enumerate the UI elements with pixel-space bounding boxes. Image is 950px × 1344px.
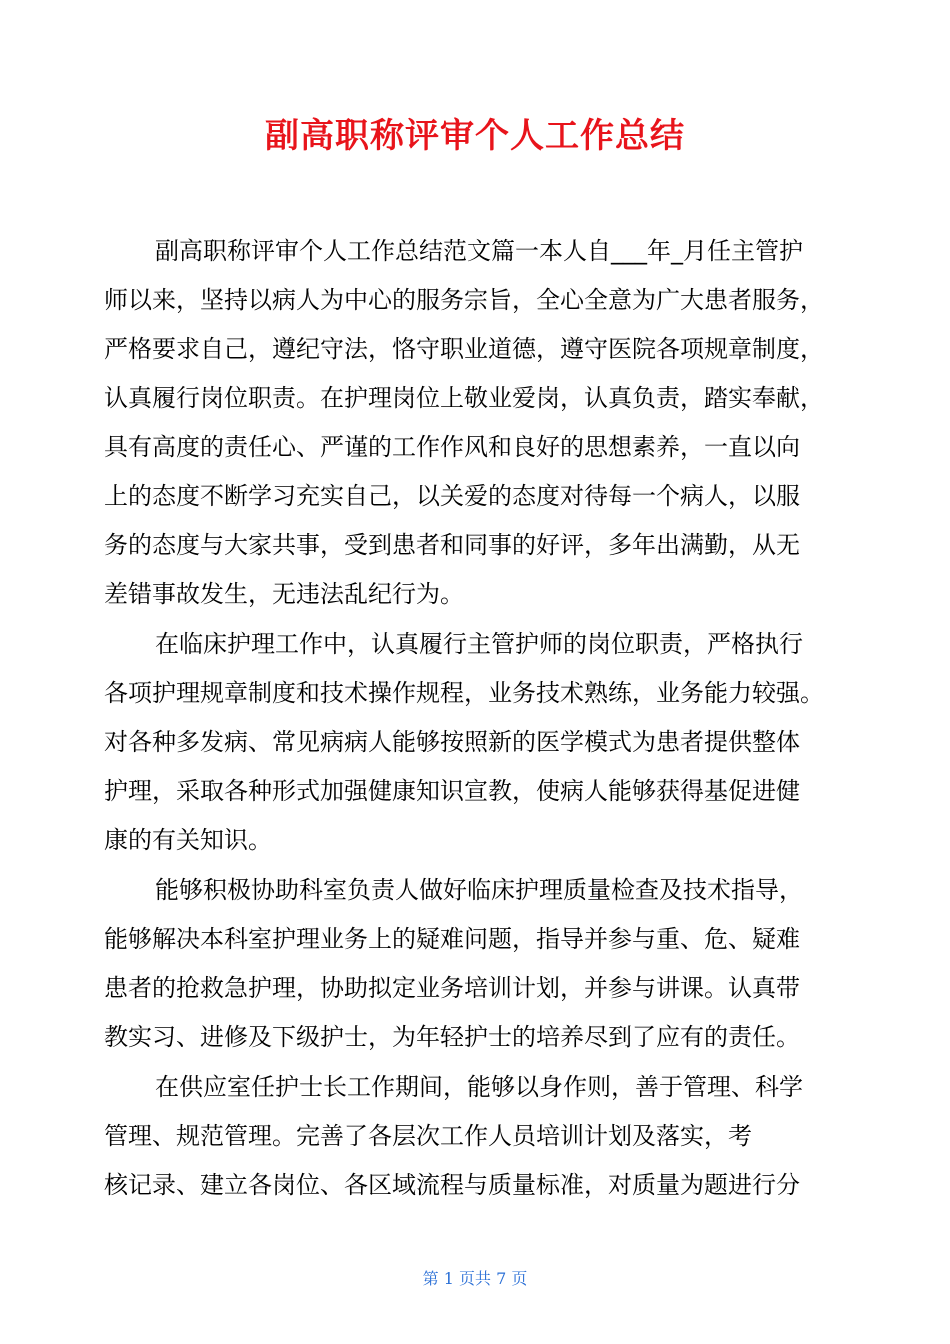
paragraph-line: 在供应室任护士长工作期间，能够以身作则，善于管理、科学 xyxy=(155,1073,803,1101)
paragraph-line: 师以来，坚持以病人为中心的服务宗旨，全心全意为广大患者服务， xyxy=(104,286,824,314)
paragraph-line: 副高职称评审个人工作总结范文篇一本人自___年_月任主管护 xyxy=(155,237,803,265)
paragraph-line: 康的有关知识。 xyxy=(104,826,272,854)
paragraph-line: 差错事故发生，无违法乱纪行为。 xyxy=(104,580,464,608)
paragraph-line: 患者的抢救急护理，协助拟定业务培训计划，并参与讲课。认真带 xyxy=(104,974,800,1002)
paragraph-line: 管理、规范管理。完善了各层次工作人员培训计划及落实，考 xyxy=(104,1122,752,1150)
paragraph-line: 教实习、进修及下级护士，为年轻护士的培养尽到了应有的责任。 xyxy=(104,1023,800,1051)
paragraph-line: 能够解决本科室护理业务上的疑难问题，指导并参与重、危、疑难 xyxy=(104,925,800,953)
paragraph-line: 各项护理规章制度和技术操作规程，业务技术熟练，业务能力较强。 xyxy=(104,679,824,707)
paragraph-line: 务的态度与大家共事，受到患者和同事的好评，多年出满勤，从无 xyxy=(104,531,800,559)
paragraph-line: 在临床护理工作中，认真履行主管护师的岗位职责，严格执行 xyxy=(155,630,803,658)
page-footer: 第 1 页共 7 页 xyxy=(422,1269,528,1288)
paragraph-line: 上的态度不断学习充实自己，以关爱的态度对待每一个病人，以服 xyxy=(104,482,800,510)
paragraph-line: 具有高度的责任心、严谨的工作作风和良好的思想素养，一直以向 xyxy=(104,433,800,461)
paragraph-line: 严格要求自己，遵纪守法，恪守职业道德，遵守医院各项规章制度， xyxy=(104,335,824,363)
paragraph-line: 核记录、建立各岗位、各区域流程与质量标准，对质量为题进行分 xyxy=(104,1171,800,1199)
paragraph-line: 对各种多发病、常见病病人能够按照新的医学模式为患者提供整体 xyxy=(104,728,800,756)
document-title: 副高职称评审个人工作总结 xyxy=(265,116,685,156)
paragraph-line: 护理，采取各种形式加强健康知识宣教，使病人能够获得基促进健 xyxy=(104,777,800,805)
paragraph-line: 能够积极协助科室负责人做好临床护理质量检查及技术指导， xyxy=(155,876,803,904)
paragraph-line: 认真履行岗位职责。在护理岗位上敬业爱岗，认真负责，踏实奉献， xyxy=(104,384,824,412)
